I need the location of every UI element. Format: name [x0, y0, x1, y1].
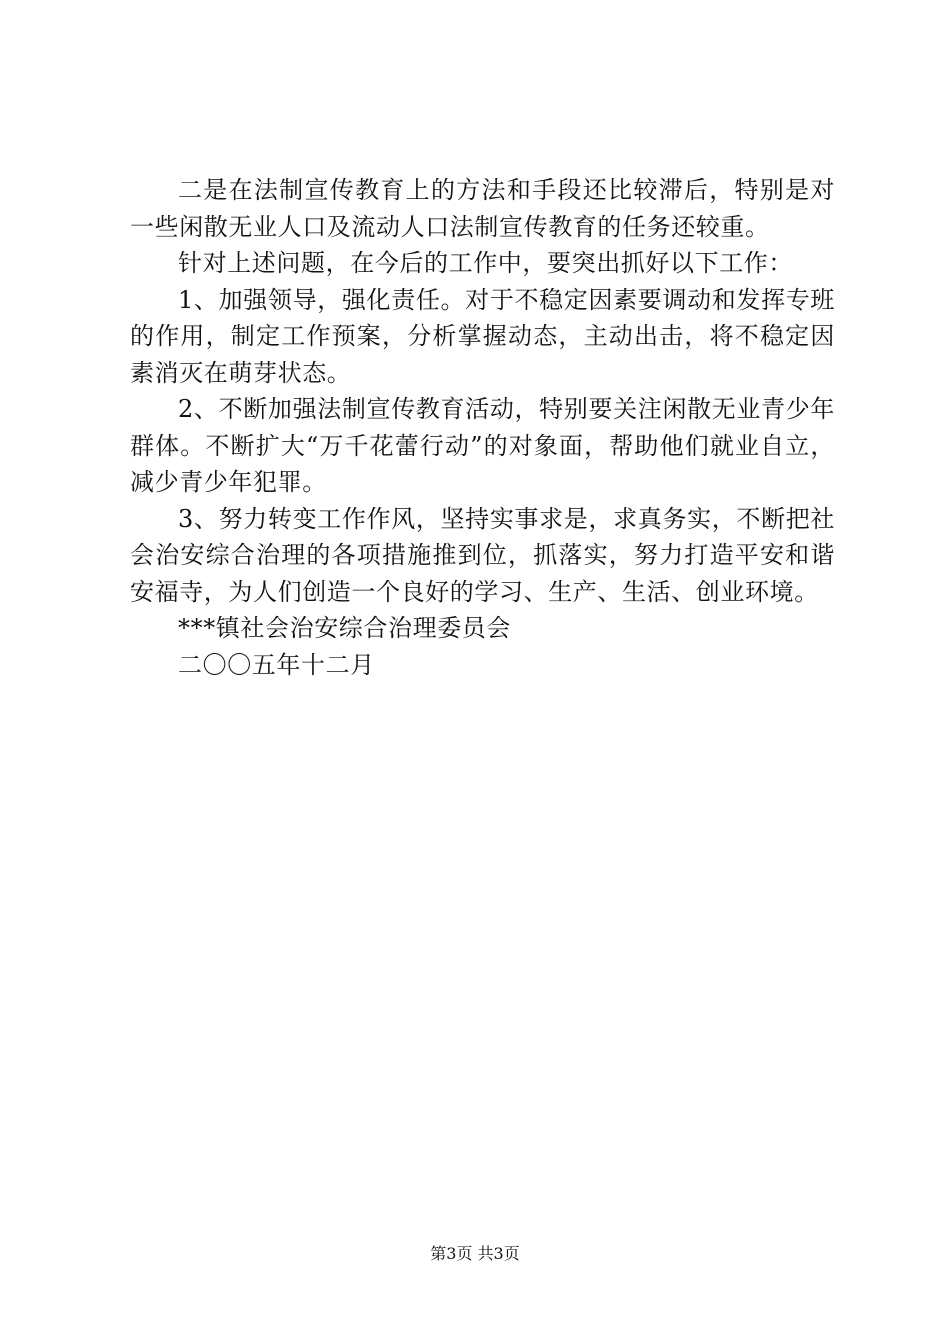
paragraph-measure-one: 1、加强领导，强化责任。对于不稳定因素要调动和发挥专班的作用，制定工作预案，分析掌握动态，主动出击，将不稳定因素消灭在萌芽状态。: [130, 285, 835, 387]
paragraph-measure-three: 3、努力转变工作作风，坚持实事求是，求真务实，不断把社会治安综合治理的各项措施推到位，抓落实，努力打造平安和谐安福寺，为人们创造一个良好的学习、生产、生活、创业环境。: [130, 504, 835, 606]
paragraph-intro-measures: 针对上述问题，在今后的工作中，要突出抓好以下工作：: [178, 249, 793, 277]
page-number-footer: 第3页 共3页: [430, 1244, 520, 1263]
document-body: [130, 172, 835, 683]
signature-date: 二〇〇五年十二月: [178, 650, 375, 679]
paragraph-problem-two: 二是在法制宣传教育上的方法和手段还比较滞后，特别是对一些闲散无业人口及流动人口法制宣传教育的任务还较重。: [130, 176, 835, 241]
signature-organization: ***镇社会治安综合治理委员会: [178, 614, 511, 642]
paragraph-measure-two: 2、不断加强法制宣传教育活动，特别要关注闲散无业青少年群体。不断扩大“万千花蕾行动”的对象面，帮助他们就业自立，减少青少年犯罪。: [130, 395, 835, 496]
